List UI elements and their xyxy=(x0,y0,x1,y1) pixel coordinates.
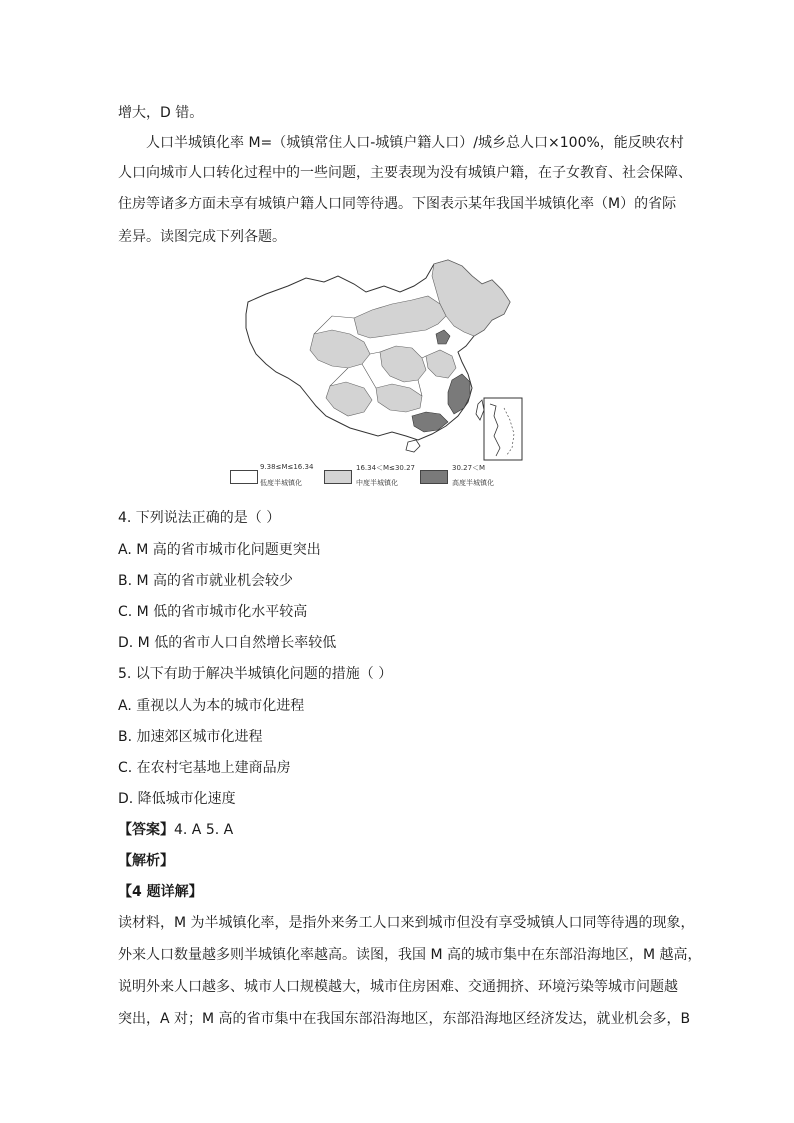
option-a: A. 重视以人为本的城市化进程 xyxy=(118,698,305,714)
text-line: 人口半城镇化率 M=（城镇常住人口-城镇户籍人口）/城乡总人口×100%，能反映农村 xyxy=(146,135,684,151)
semi-urbanization-map xyxy=(226,256,526,492)
text-line: 说明外来人口越多、城市人口规模越大，城市住房困难、交通拥挤、环境污染等城市问题越 xyxy=(118,979,678,995)
text-line: 增大，D 错。 xyxy=(118,105,204,121)
analysis-label: 【解析】 xyxy=(118,853,174,869)
legend-range-low: 9.38≤M≤16.34 xyxy=(260,463,314,471)
text-line: 住房等诸多方面未享有城镇户籍人口同等待遇。下图表示某年我国半城镇化率（M）的省际 xyxy=(118,196,677,212)
legend-swatch-low xyxy=(230,470,258,484)
text-line: 人口向城市人口转化过程中的一些问题，主要表现为没有城镇户籍，在子女教育、社会保障、 xyxy=(118,165,692,181)
option-d: D. M 低的省市人口自然增长率较低 xyxy=(118,635,337,651)
option-c: C. M 低的省市城市化水平较高 xyxy=(118,604,308,620)
south-china-sea-inset xyxy=(484,398,522,460)
text-line: 外来人口数量越多则半城镇化率越高。读图，我国 M 高的城市集中在东部沿海地区，M 越高， xyxy=(118,947,702,963)
china-map-image xyxy=(226,256,526,466)
option-d: D. 降低城市化速度 xyxy=(118,791,236,807)
region-taiwan xyxy=(476,400,484,420)
legend-swatch-high xyxy=(420,470,448,484)
question-stem: 5. 以下有助于解决半城镇化问题的措施（ ） xyxy=(118,666,393,682)
text-line: 突出，A 对；M 高的省市集中在我国东部沿海地区，东部沿海地区经济发达，就业机会多，B xyxy=(118,1011,691,1027)
legend-range-high: 30.27＜M xyxy=(452,464,486,472)
text-line: 读材料，M 为半城镇化率，是指外来务工人口来到城市但没有享受城镇人口同等待遇的现象， xyxy=(118,915,695,931)
answer-label: 【答案】 xyxy=(118,822,174,838)
option-c: C. 在农村宅基地上建商品房 xyxy=(118,760,291,776)
legend-label-low: 低度半城镇化 xyxy=(260,479,302,487)
question-stem: 4. 下列说法正确的是（ ） xyxy=(118,510,281,526)
legend-swatch-mid xyxy=(324,470,352,484)
legend-range-mid: 16.34＜M≤30.27 xyxy=(356,464,415,472)
answer-line xyxy=(118,820,233,840)
legend-label-mid: 中度半城镇化 xyxy=(356,479,398,487)
answer-text: 4. A 5. A xyxy=(174,822,234,838)
q4-detail-label: 【4 题详解】 xyxy=(118,884,203,900)
text-line: 差异。读图完成下列各题。 xyxy=(118,229,286,245)
option-b: B. 加速郊区城市化进程 xyxy=(118,729,263,745)
legend-label-high: 高度半城镇化 xyxy=(452,479,494,487)
option-b: B. M 高的省市就业机会较少 xyxy=(118,573,294,589)
region-hainan xyxy=(406,440,420,452)
option-a: A. M 高的省市城市化问题更突出 xyxy=(118,542,321,558)
